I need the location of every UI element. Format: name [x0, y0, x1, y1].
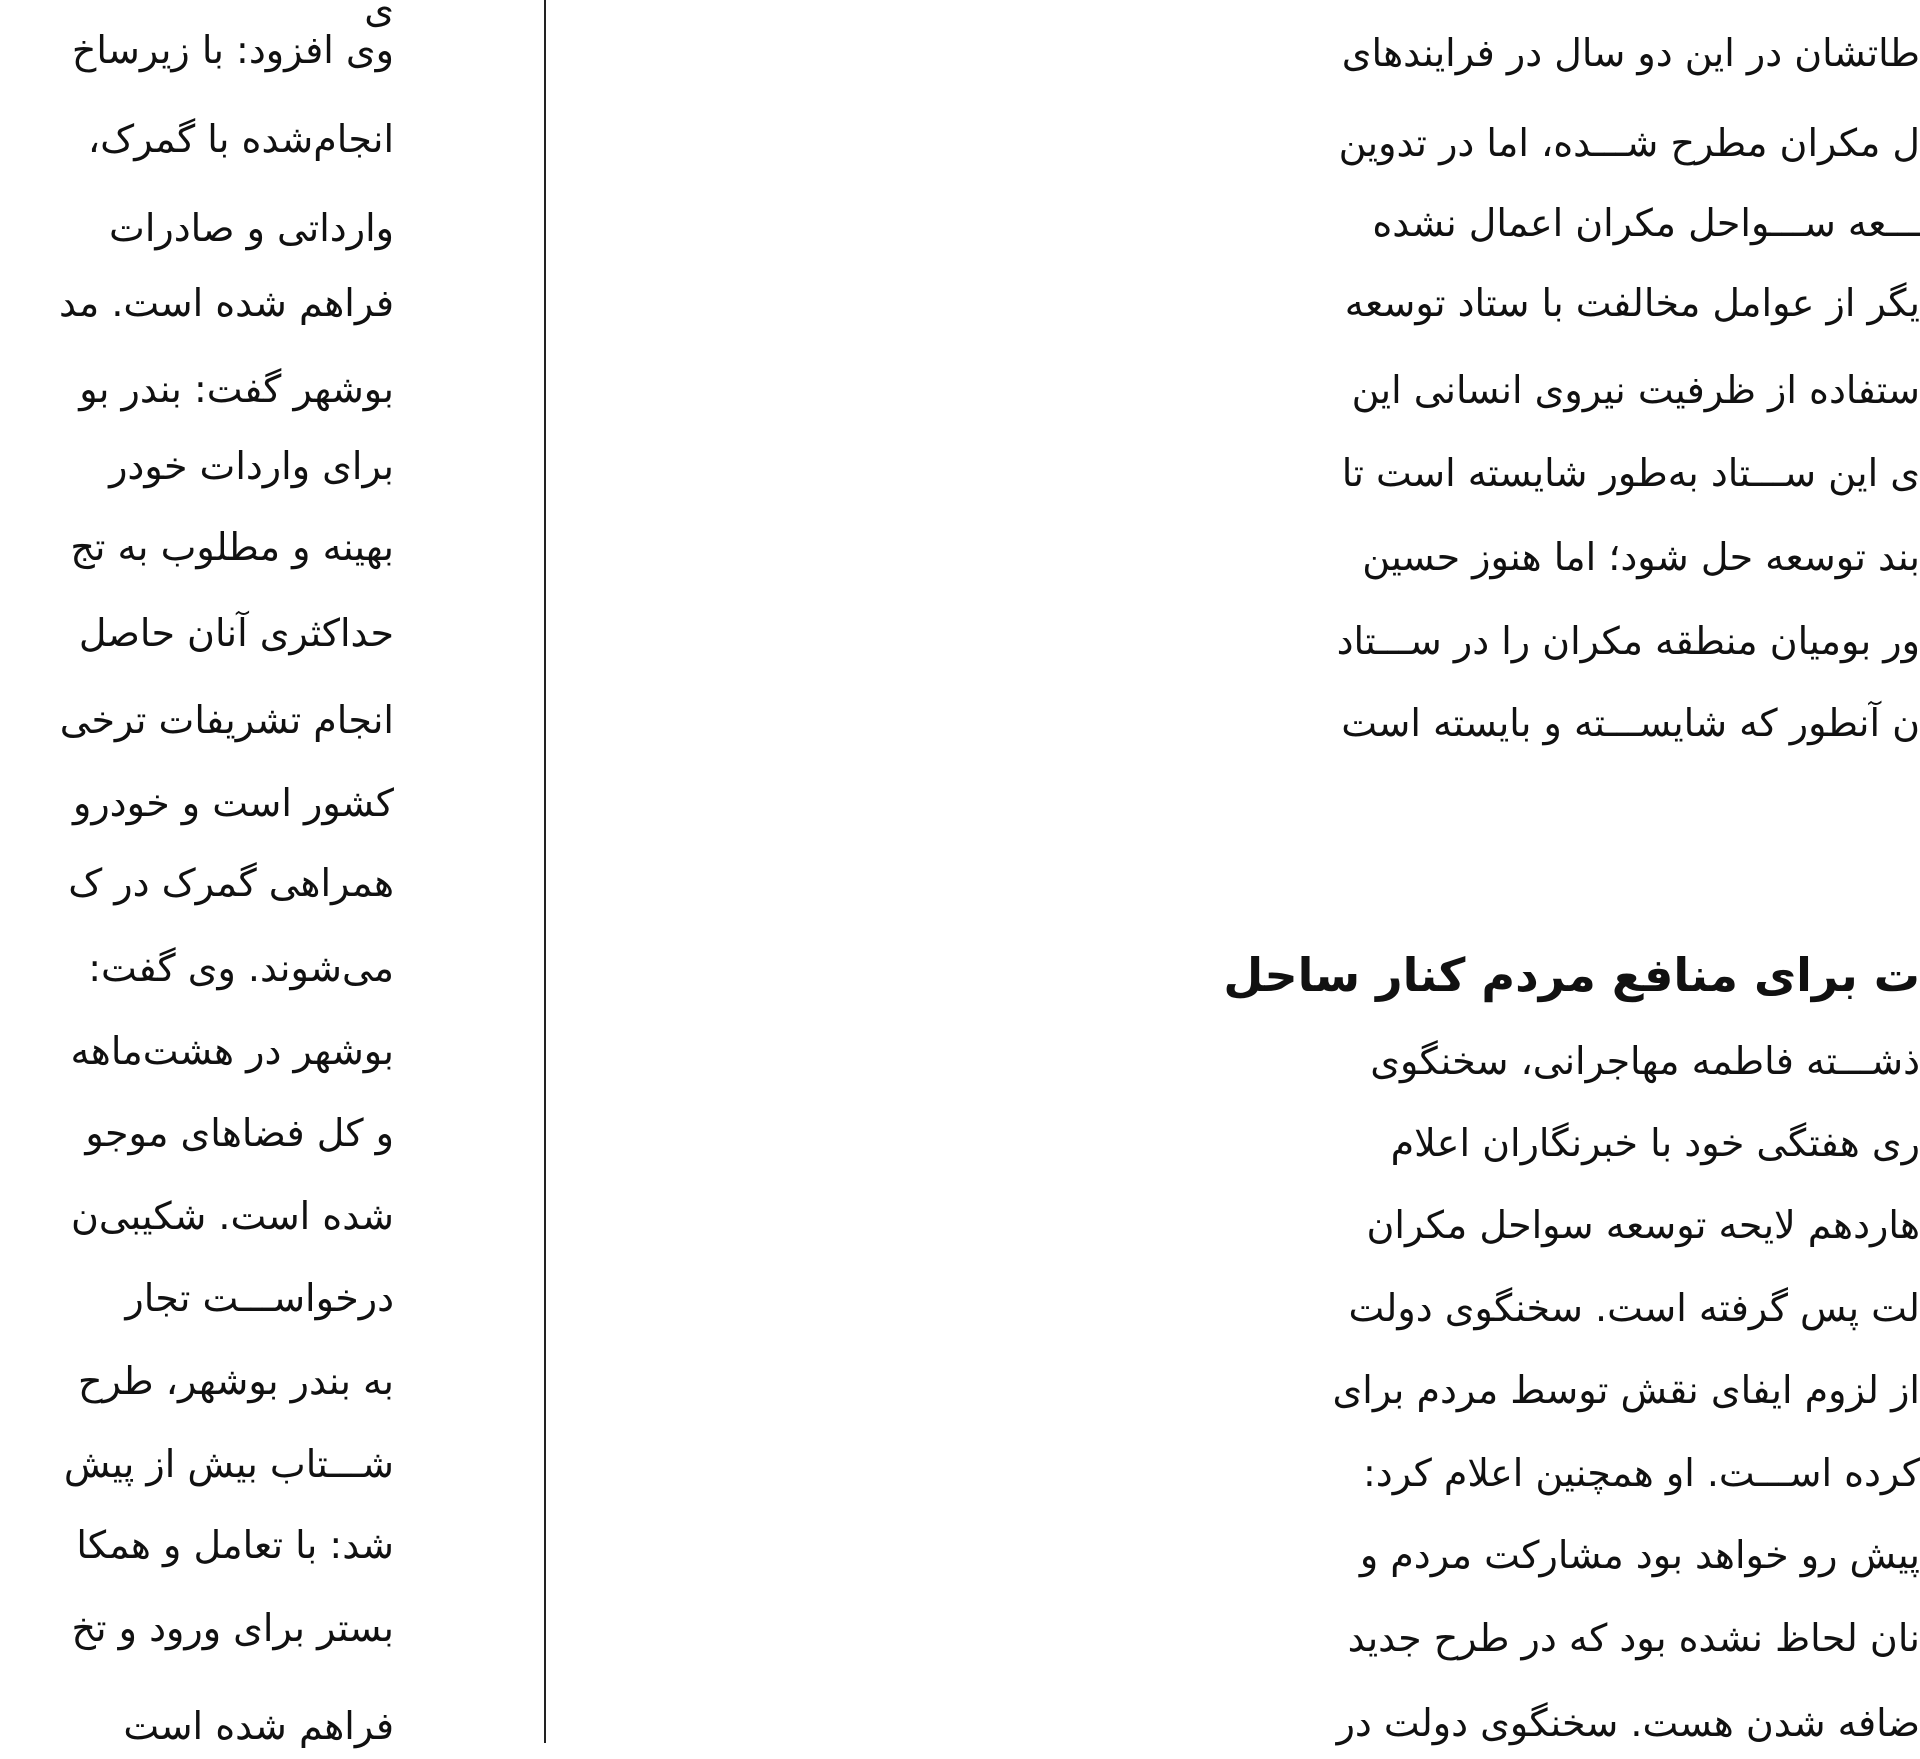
right-line-3: ل مکران مطرح شـــده، اما در تدوین — [1338, 121, 1920, 165]
right-line-7: ی این ســـتاد به‌طور شایسته است تا — [1341, 451, 1920, 495]
right-line-8: بند توسعه حل شود؛ اما هنوز حسین — [1362, 535, 1920, 579]
left-line-5: فراهم شده است. مد — [58, 281, 394, 325]
left-line-12: همراهی گمرک در ک — [68, 861, 394, 905]
left-line-17: درخواســـت تجار — [125, 1276, 394, 1320]
left-line-8: بهینه و مطلوب به تج — [70, 525, 394, 569]
left-line-7: برای واردات خودر — [109, 444, 394, 488]
right-line-16: کرده اســـت. او همچنین اعلام کرد: — [1363, 1451, 1920, 1495]
left-text-column — [0, 0, 400, 1748]
left-line-6: بوشهر گفت: بندر بو — [79, 367, 394, 411]
left-line-14: بوشهر در هشت‌ماهه — [70, 1029, 394, 1073]
left-line-16: شده است. شکیبی‌ن — [71, 1194, 394, 1238]
right-line-5: یگر از عوامل مخالفت با ستاد توسعه — [1344, 281, 1920, 325]
left-line-19: شـــتاب بیش از پیش — [63, 1442, 394, 1486]
left-line-21: بستر برای ورود و تخ — [71, 1606, 394, 1650]
column-divider — [544, 0, 546, 1743]
right-line-10: ن آنطور که شایســـته و بایسته است — [1341, 701, 1920, 745]
left-line-3: انجام‌شده با گمرک، — [87, 117, 394, 161]
left-line-9: حداکثری آنان حاصل — [78, 611, 394, 655]
left-line-4: وارداتی و صادرات — [109, 206, 394, 250]
left-line-1: ی — [364, 0, 394, 31]
right-line-6: ستفاده از ظرفیت نیروی انسانی این — [1351, 368, 1920, 412]
left-line-15: و کل فضاهای موجو — [85, 1111, 394, 1155]
section-heading: ت برای منافع مردم کنار ساحل — [1223, 948, 1920, 1002]
right-line-9: ور بومیان منطقه مکران را در ســـتاد — [1336, 619, 1920, 663]
right-line-14: لت پس گرفته است. سخنگوی دولت — [1348, 1286, 1920, 1330]
right-line-15: از لزوم ایفای نقش توسط مردم برای — [1332, 1368, 1920, 1412]
right-line-17: پیش رو خواهد بود مشارکت مردم و — [1359, 1533, 1920, 1577]
left-line-2: وی افزود: با زیرساخ — [71, 28, 394, 72]
right-line-4: ـــعه ســـواحل مکران اعمال نشده — [1372, 201, 1920, 245]
right-line-19: ضافه شدن هست. سخنگوی دولت در — [1336, 1701, 1920, 1745]
right-text-column — [560, 0, 1920, 1745]
left-line-11: کشور است و خودرو — [72, 781, 394, 825]
right-line-13: هاردهم لایحه توسعه سواحل مکران — [1366, 1203, 1920, 1247]
right-line-18: نان لحاظ نشده بود که در طرح جدید — [1347, 1616, 1920, 1660]
left-line-10: انجام تشریفات ترخی — [59, 698, 394, 742]
left-line-20: شد: با تعامل و همکا — [76, 1523, 394, 1567]
right-line-11: ذشـــته فاطمه مهاجرانی، سخنگوی — [1370, 1039, 1920, 1083]
right-line-2: طاتشان در این دو سال در فرایندهای — [1341, 31, 1920, 75]
right-line-12: ری هفتگی خود با خبرنگاران اعلام — [1390, 1121, 1920, 1165]
left-line-18: به بندر بوشهر، طرح — [77, 1359, 394, 1403]
left-line-22: فراهم شده است — [123, 1704, 394, 1748]
left-line-13: می‌شوند. وی گفت: — [88, 946, 394, 990]
